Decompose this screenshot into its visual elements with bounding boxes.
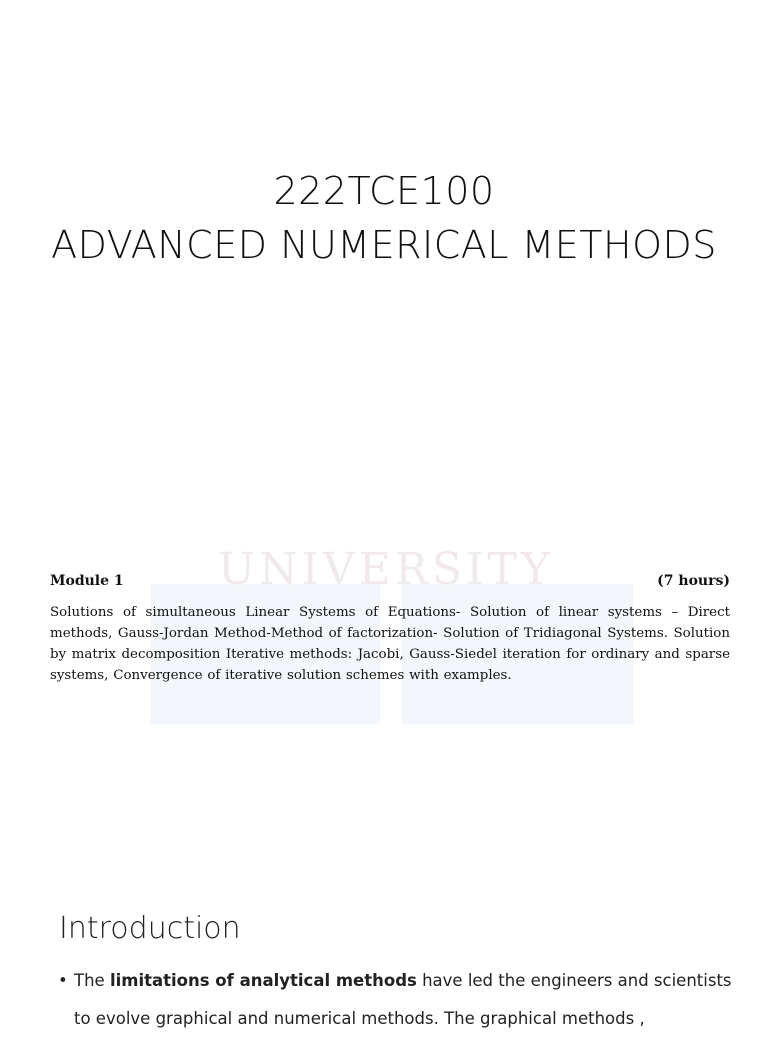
bullet-rest: have led the engineers and scientists to evolve graphical and numerical methods. The graphical methods , <box>74 971 732 1028</box>
university-watermark: UNIVERSITY <box>218 544 554 595</box>
bullet-lead: The <box>74 971 110 990</box>
introduction-heading: Introduction <box>59 911 241 946</box>
slide-title <box>0 166 768 268</box>
bullet-marker: • <box>58 971 68 990</box>
syllabus-excerpt <box>50 544 730 724</box>
course-code: 222TCE100 <box>273 169 495 213</box>
introduction-bullets <box>58 962 738 1038</box>
module-hours: (7 hours) <box>657 573 730 589</box>
course-name: ADVANCED NUMERICAL METHODS <box>51 223 717 267</box>
module-header <box>50 572 730 590</box>
module-label: Module 1 <box>50 573 124 589</box>
bullet-bold-text: limitations of analytical methods <box>109 971 417 990</box>
bullet-item <box>58 962 738 1038</box>
module-description: Solutions of simultaneous Linear Systems of Equations- Solution of linear systems – Direct methods, Gauss-Jordan Method-Method of factorization- Solution of Tridiagonal Systems. Solution by matrix decomposition Iterative methods: Jacobi, Gauss-Siedel iteration for ordinary and sparse systems, Convergence of iterative solution schemes with examples. <box>50 605 730 683</box>
